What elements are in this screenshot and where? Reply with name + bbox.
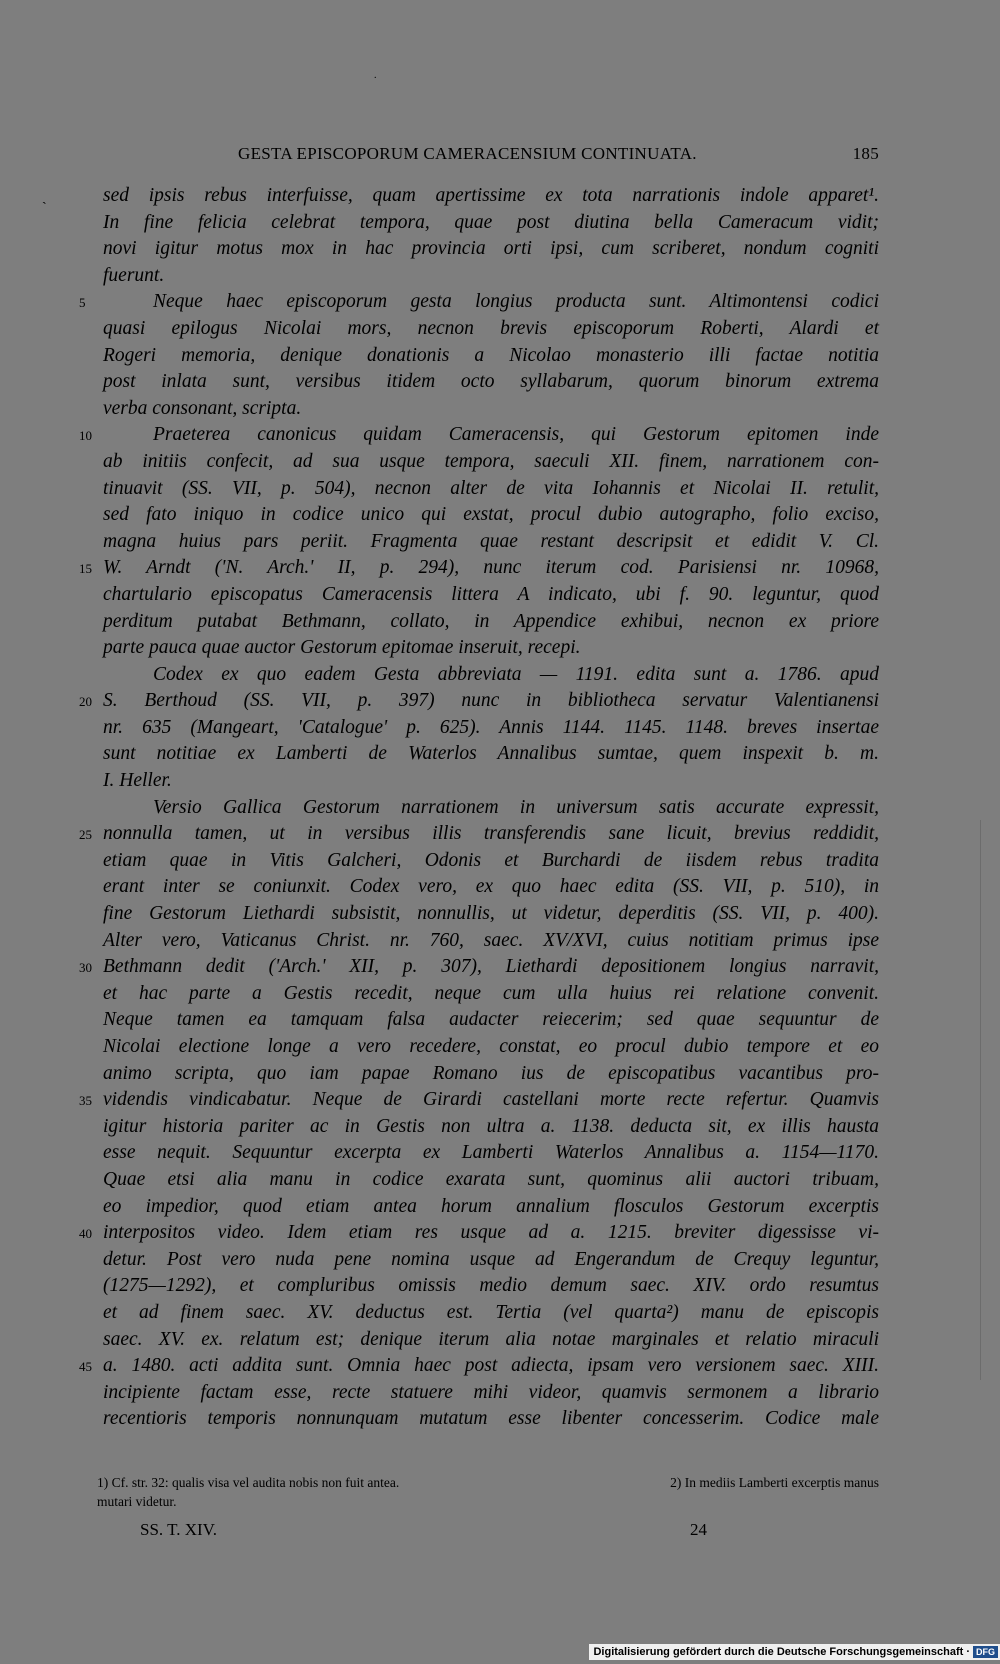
line-text: Codex ex quo eadem Gesta abbreviata — 1191. edita sunt a. 1786. apud [153,663,879,685]
line-text: Versio Gallica Gestorum narrationem in universum satis accurate expressit, [153,796,879,818]
line-text: S. Berthoud (SS. VII, p. 397) nunc in bibliotheca servatur Valentianensi [103,690,879,712]
text-line [103,210,879,237]
line-text: novi igitur motus mox in hac provincia orti ipsi, cum scriberet, nondum cogniti [103,238,879,260]
line-number: 15 [79,561,92,577]
line-text: esse nequit. Sequuntur excerpta ex Lamberti Waterlos Annalibus a. 1154—1170. [103,1142,879,1164]
dfg-logo: DFG [973,1646,998,1658]
line-number: 45 [79,1359,92,1375]
running-title: GESTA EPISCOPORUM CAMERACENSIUM CONTINUATA. [238,144,697,163]
scan-speck: . [374,70,377,81]
text-line [79,1087,879,1114]
line-text: sed ipsis rebus interfuisse, quam apertissime ex tota narrationis indole apparet¹. [103,185,879,206]
line-text: post inlata sunt, versibus itidem octo syllabarum, quorum binorum extrema [103,371,879,393]
text-line [79,954,879,981]
line-text: fuerunt. [103,264,165,286]
text-line [103,928,879,955]
text-line [79,821,879,848]
text-line [103,715,879,742]
text-line [79,1220,879,1247]
line-text: tinuavit (SS. VII, p. 504), necnon alter de vita Iohannis et Nicolai II. retulit, [103,477,879,499]
text-line [103,795,879,822]
quire-number: 24 [690,1520,707,1539]
text-line [103,316,879,343]
signature-mark: SS. T. XIV. [140,1520,217,1539]
text-line [103,1167,879,1194]
line-text: Alter vero, Vaticanus Christ. nr. 760, saec. XV/XVI, cuius notitiam primus ipse [103,929,879,951]
line-text: saec. XV. ex. relatum est; denique iterum alia notae marginales et relatio miraculi [103,1328,879,1350]
line-text: W. Arndt ('N. Arch.' II, p. 294), nunc iterum cod. Parisiensi nr. 10968, [103,557,879,579]
line-text: sunt notitiae ex Lamberti de Waterlos Annalibus sumtae, quem inspexit b. m. [103,743,879,765]
line-text: quasi epilogus Nicolai mors, necnon brevis episcoporum Roberti, Alardi et [103,317,879,339]
line-text: Praeterea canonicus quidam Cameracensis, qui Gestorum epitomen inde [153,424,879,446]
digitization-credit [589,1644,1000,1660]
line-text: igitur historia pariter ac in Gestis non ultra a. 1138. deducta sit, ex illis hausta [103,1115,879,1137]
credit-text: Digitalisierung gefördert durch die Deutsche Forschungsgemeinschaft · [593,1646,970,1658]
line-number: 30 [79,960,92,976]
line-text: animo scripta, quo iam papae Romano ius de episcopatibus vacantibus pro- [103,1062,879,1084]
line-number: 5 [79,295,86,311]
line-text: ab initiis confecit, ad sua usque tempora, saeculi XII. finem, narrationem con- [103,450,879,472]
text-line [103,1007,879,1034]
text-line [103,369,879,396]
text-line [103,1300,879,1327]
footnote-2-continuation: mutari videtur. [97,1494,177,1509]
line-text: fine Gestorum Liethardi subsistit, nonnullis, ut videtur, deperditis (SS. VII, p. 400). [103,903,879,925]
line-text: (1275—1292), et compluribus omissis medio demum saec. XIV. ordo resumtus [103,1275,879,1297]
text-line [103,502,879,529]
line-text: Bethmann dedit ('Arch.' XII, p. 307), Liethardi depositionem longius narravit, [103,956,879,978]
text-line [103,183,879,210]
text-line [103,874,879,901]
text-line [103,609,879,636]
line-text: eo impedior, quod etiam antea horum annalium flosculos Gestorum excerptis [103,1195,879,1217]
line-text: perditum putabat Bethmann, collato, in Appendice exhibui, necnon ex priore [103,610,879,632]
main-text [79,183,879,1433]
page-number: 185 [852,144,879,163]
margin-mark: ˎ [42,190,47,205]
line-number: 35 [79,1093,92,1109]
text-line [103,582,879,609]
text-line [103,449,879,476]
line-number: 25 [79,827,92,843]
text-line [103,1406,879,1433]
line-text: nr. 635 (Mangeart, 'Catalogue' p. 625). Annis 1144. 1145. 1148. breves insertae [103,716,879,738]
text-line [103,263,879,290]
line-text: chartulario episcopatus Cameracensis littera A indicato, ubi f. 90. leguntur, quod [103,583,879,605]
line-text: a. 1480. acti addita sunt. Omnia haec post adiecta, ipsam vero versionem saec. XIII. [103,1355,879,1377]
text-line [79,688,879,715]
text-line [79,1353,879,1380]
line-text: recentioris temporis nonnunquam mutatum esse libenter concesserim. Codice male [103,1408,879,1430]
line-text: interpositos video. Idem etiam res usque ad a. 1215. breviter digessisse vi- [103,1222,879,1244]
text-line [103,1273,879,1300]
text-line [103,529,879,556]
line-text: incipiente factam esse, recte statuere mihi videor, quamvis sermonem a librario [103,1381,879,1403]
line-text: I. Heller. [103,770,172,792]
text-line [103,635,879,662]
line-text: Quae etsi alia manu in codice exarata sunt, quominus alii auctori tribuam, [103,1168,879,1190]
text-line [103,1140,879,1167]
margin-rule [980,820,981,1380]
line-text: Neque haec episcoporum gesta longius producta sunt. Altimontensi codici [153,291,879,313]
text-line [103,901,879,928]
text-line [103,1194,879,1221]
text-line [103,1327,879,1354]
line-text: detur. Post vero nuda pene nomina usque ad Engerandum de Crequy leguntur, [103,1248,879,1270]
text-line [103,662,879,689]
text-line [103,476,879,503]
line-text: sed fato iniquo in codice unico qui exstat, procul dubio autographo, folio exciso, [103,504,879,526]
footnotes [97,1473,879,1511]
line-text: magna huius pars periit. Fragmenta quae restant descripsit et edidit V. Cl. [103,530,879,552]
text-line [103,981,879,1008]
text-line [103,1380,879,1407]
line-text: nonnulla tamen, ut in versibus illis transferendis sane licuit, brevius reddidit, [103,823,879,845]
line-text: etiam quae in Vitis Galcheri, Odonis et Burchardi de iisdem rebus tradita [103,849,879,871]
text-line [79,555,879,582]
text-line [79,289,879,316]
line-text: et ad finem saec. XV. deductus est. Tertia (vel quarta²) manu de episcopis [103,1301,879,1323]
line-text: erant inter se coniunxit. Codex vero, ex quo haec edita (SS. VII, p. 510), in [103,876,879,898]
text-line [103,1034,879,1061]
line-text: parte pauca quae auctor Gestorum epitomae inseruit, recepi. [103,637,581,659]
text-line [103,741,879,768]
footnote-1: 1) Cf. str. 32: qualis visa vel audita nobis non fuit antea. [97,1475,400,1490]
line-number: 10 [79,428,92,444]
line-text: videndis vindicabatur. Neque de Girardi castellani morte recte refertur. Quamvis [103,1089,879,1111]
text-line [103,848,879,875]
line-text: Nicolai electione longe a vero recedere, constat, eo procul dubio tempore et eo [103,1036,879,1057]
line-number: 40 [79,1226,92,1242]
text-line [103,1061,879,1088]
line-text: In fine felicia celebrat tempora, quae post diutina bella Cameracum vidit; [103,211,879,233]
text-line [103,236,879,263]
text-line [103,396,879,423]
line-text: Rogeri memoria, denique donationis a Nicolao monasterio illi factae notitia [103,344,879,366]
line-text: et hac parte a Gestis recedit, neque cum ulla huius rei relatione convenit. [103,982,879,1004]
text-line [103,1247,879,1274]
line-text: verba consonant, scripta. [103,397,302,419]
text-line [103,768,879,795]
line-text: Neque tamen ea tamquam falsa audacter reiecerim; sed quae sequuntur de [103,1009,879,1031]
text-line [103,1114,879,1141]
text-line [103,343,879,370]
footnote-2: 2) In mediis Lamberti excerptis manus [670,1475,879,1490]
line-number: 20 [79,694,92,710]
text-line [79,422,879,449]
